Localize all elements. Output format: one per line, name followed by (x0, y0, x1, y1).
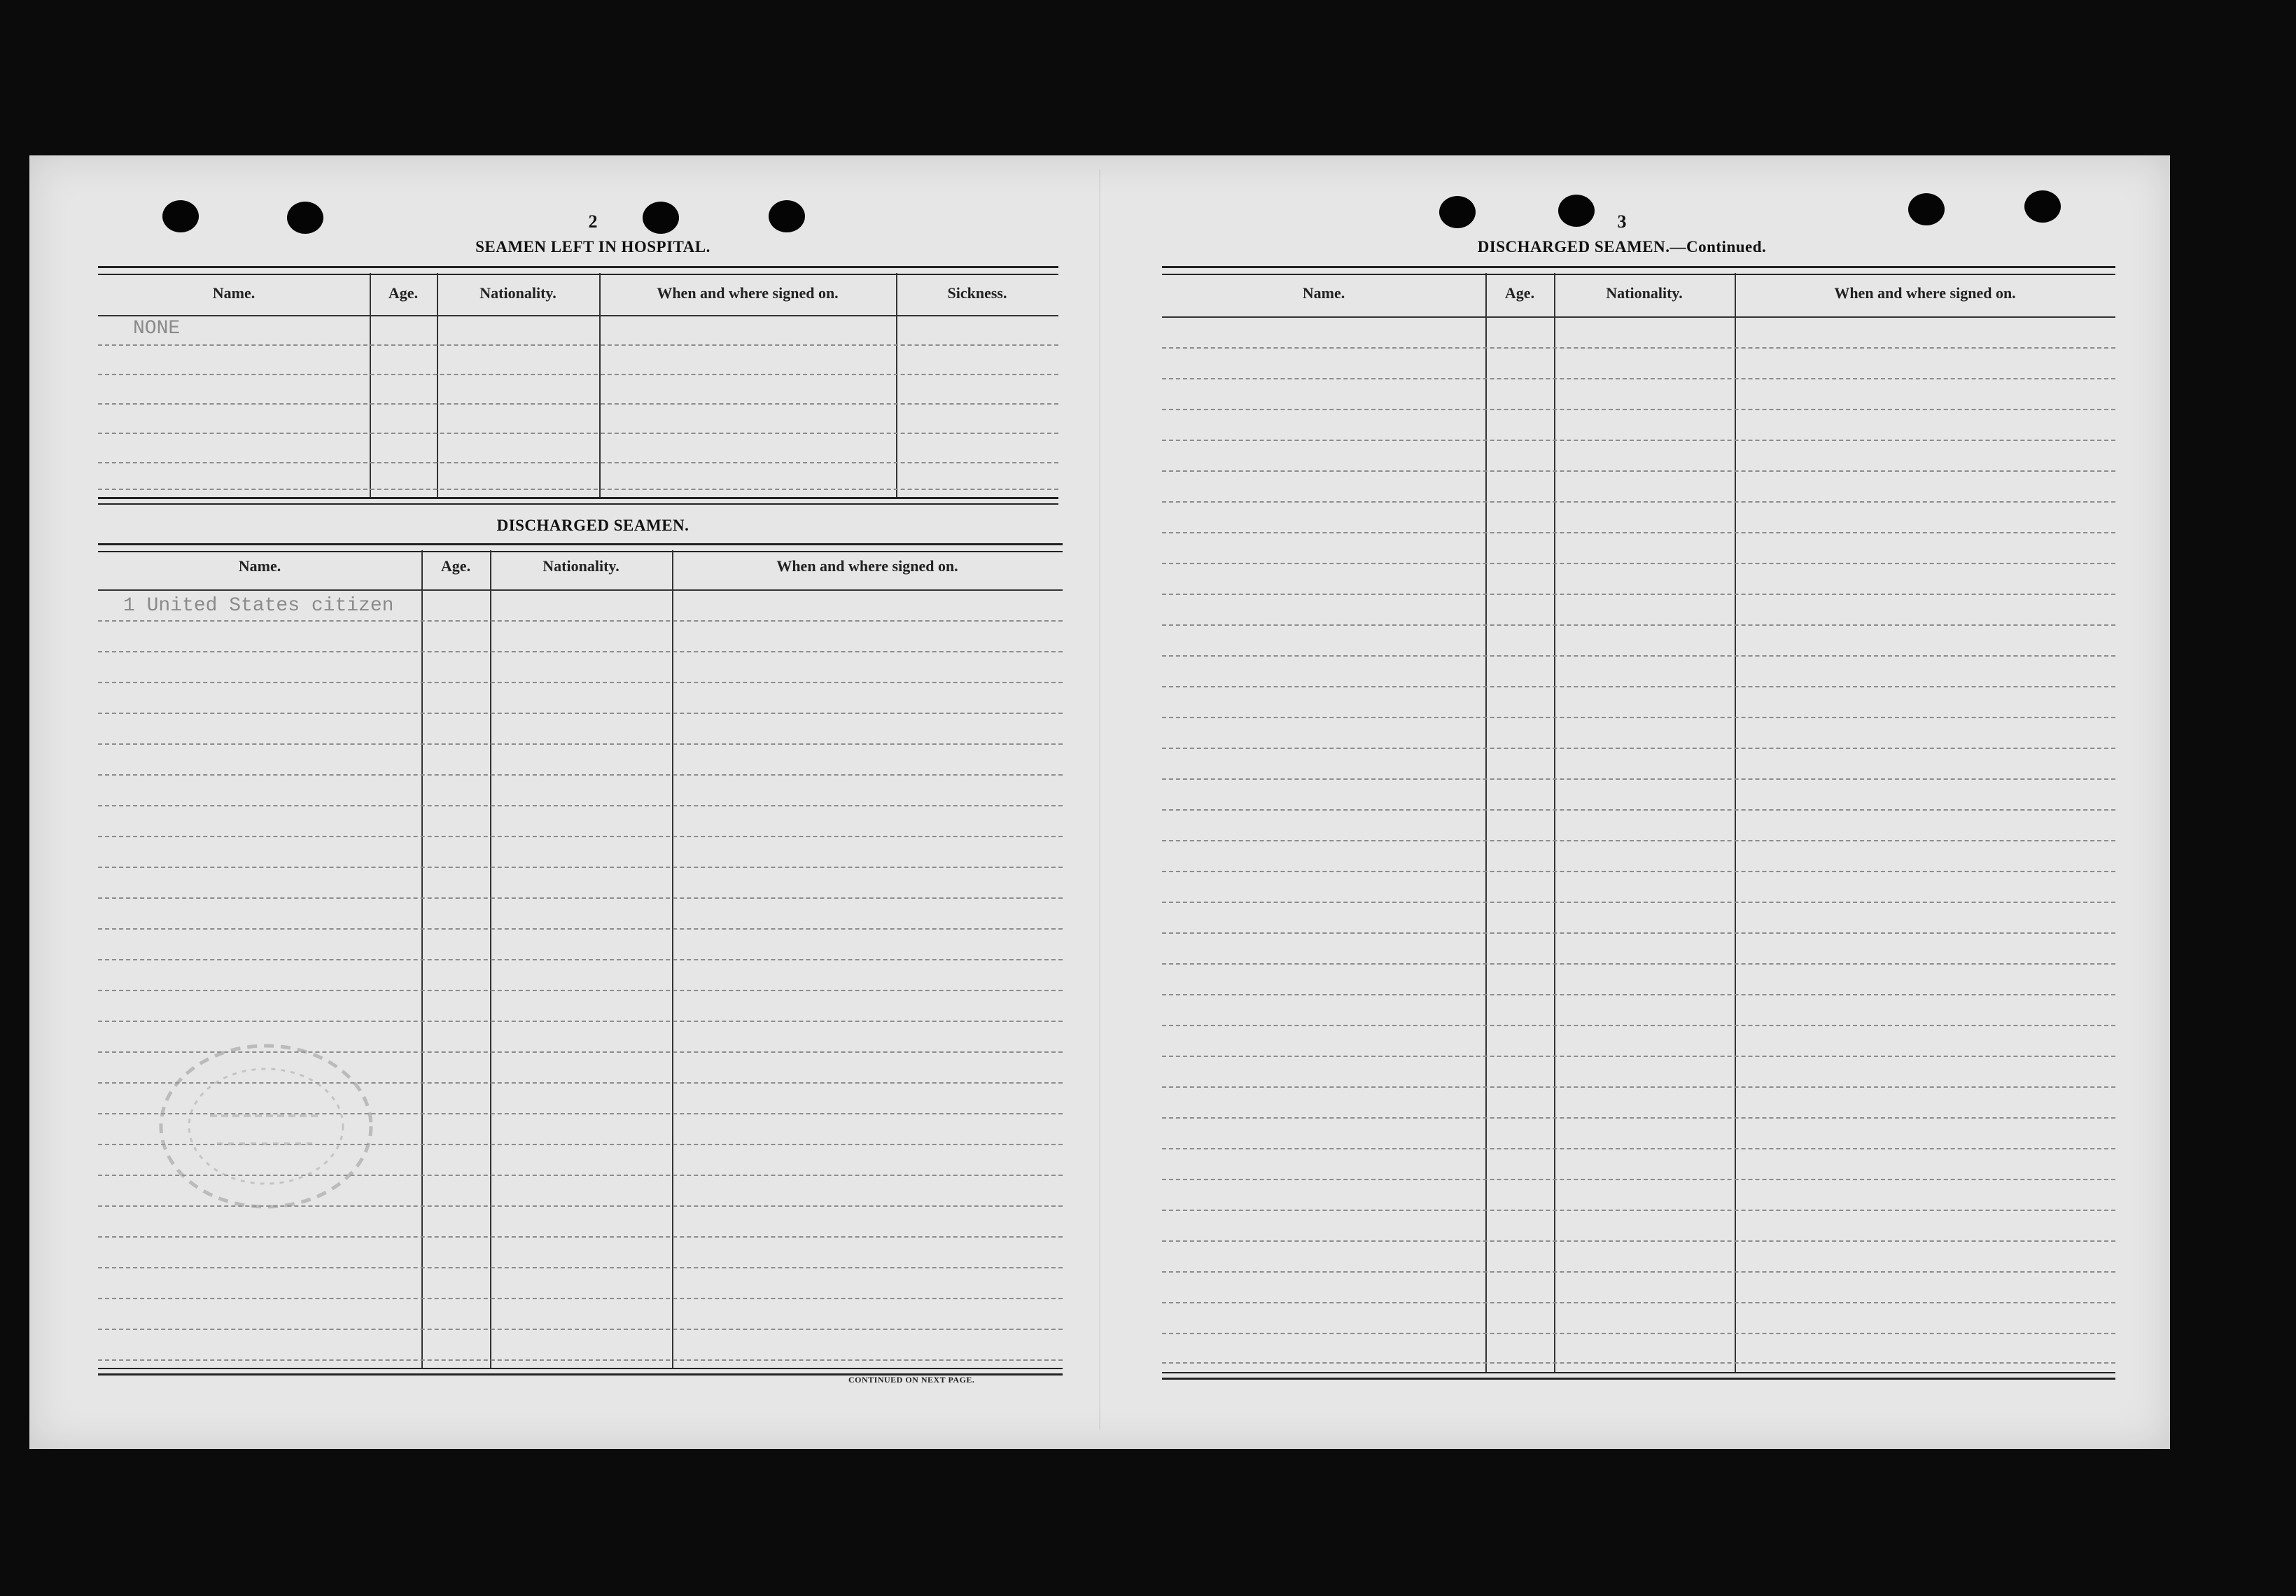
discharged-entry-citizen: 1 United States citizen (123, 595, 394, 617)
discharged-header-age: Age. (440, 557, 471, 575)
hospital-table (98, 266, 1058, 511)
continued-header-signed-on: When and where signed on. (1834, 284, 2016, 302)
hospital-entry-none: NONE (133, 318, 181, 340)
punch-hole-4 (769, 200, 805, 232)
punch-hole-2 (287, 202, 323, 234)
continued-header-age: Age. (1504, 284, 1535, 302)
faded-stamp (154, 1039, 378, 1214)
hospital-section-title: SEAMEN LEFT IN HOSPITAL. (475, 238, 710, 255)
hospital-header-name: Name. (212, 284, 255, 302)
hospital-header-nationality: Nationality. (479, 284, 556, 302)
hospital-header-age: Age. (388, 284, 419, 302)
punch-hole-5 (1439, 196, 1476, 228)
hospital-header-signed-on: When and where signed on. (657, 284, 839, 302)
document-sheet (29, 155, 2170, 1449)
discharged-table (98, 543, 1063, 1383)
discharged-section-title: DISCHARGED SEAMEN. (496, 517, 690, 534)
right-page-number: 3 (1617, 211, 1627, 232)
continued-header-nationality: Nationality. (1606, 284, 1683, 302)
punch-hole-7 (1908, 193, 1945, 225)
hospital-header-sickness: Sickness. (947, 284, 1007, 302)
punch-hole-1 (162, 200, 199, 232)
discharged-header-nationality: Nationality. (542, 557, 620, 575)
punch-hole-8 (2024, 190, 2061, 223)
continued-header-name: Name. (1302, 284, 1345, 302)
continued-note: CONTINUED ON NEXT PAGE. (848, 1375, 975, 1385)
left-page-number: 2 (588, 211, 598, 232)
right-section-title: DISCHARGED SEAMEN.—Continued. (1477, 238, 1767, 255)
page-fold (1099, 169, 1100, 1429)
discharged-header-name: Name. (238, 557, 281, 575)
discharged-header-signed-on: When and where signed on. (776, 557, 958, 575)
punch-hole-3 (643, 202, 679, 234)
discharged-continued-table (1162, 266, 2115, 1386)
